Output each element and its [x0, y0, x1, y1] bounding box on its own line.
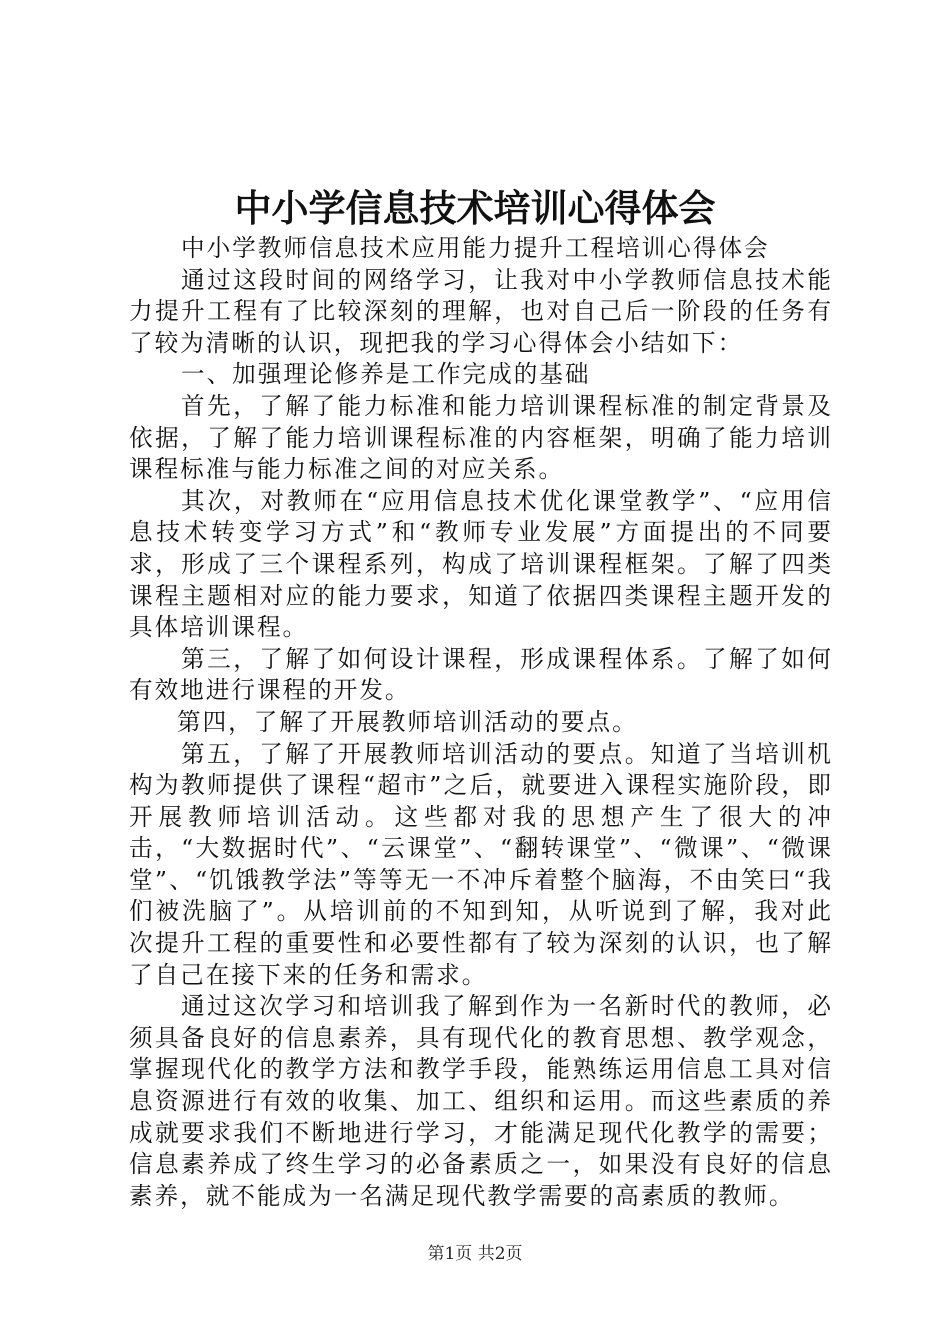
paragraph-first: 首先，了解了能力标准和能力培训课程标准的制定背景及依据，了解了能力培训课程标准的内容框架，明确了能力培训课程标准与能力标准之间的对应关系。 — [129, 391, 833, 484]
paragraph-intro: 通过这段时间的网络学习，让我对中小学教师信息技术能力提升工程有了比较深刻的理解，也对自己后一阶段的任务有了较为清晰的认识，现把我的学习心得体会小结如下： — [129, 265, 833, 357]
document-body — [129, 233, 833, 1212]
paragraph-fifth: 第五，了解了开展教师培训活动的要点。知道了当培训机构为教师提供了课程“超市”之后，就要进入课程实施阶段，即开展教师培训活动。这些都对我的思想产生了很大的冲击，“大数据时代”、“云课堂”、“翻转课堂”、“微课”、“微课堂”、“饥饿教学法”等等无一不冲斥着整个脑海，不由笑曰“我们被洗脑了”。从培训前的不知到知，从听说到了解，我对此次提升工程的重要性和必要性都有了较为深刻的认识，也了解了自己在接下来的任务和需求。 — [129, 739, 833, 989]
paragraph-third: 第三，了解了如何设计课程，形成课程体系。了解了如何有效地进行课程的开发。 — [129, 644, 833, 705]
page-number-footer: 第1页 共2页 — [427, 1244, 523, 1264]
paragraph-conclusion: 通过这次学习和培训我了解到作为一名新时代的教师，必须具备良好的信息素养，具有现代化的教育思想、教学观念，掌握现代化的教学方法和教学手段，能熟练运用信息工具对信息资源进行有效的收集、加工、组织和运用。而这些素质的养成就要求我们不断地进行学习，才能满足现代化教学的需要；信息素养成了终生学习的必备素质之一，如果没有良好的信息素养，就不能成为一名满足现代教学需要的高素质的教师。 — [129, 992, 833, 1210]
paragraph-section-heading: 一、加强理论修养是工作完成的基础 — [181, 360, 591, 389]
paragraph-fourth: 第四，了解了开展教师培训活动的要点。 — [177, 707, 638, 736]
document-title: 中小学信息技术培训心得体会 — [234, 186, 716, 230]
paragraph-subtitle: 中小学教师信息技术应用能力提升工程培训心得体会 — [181, 234, 770, 262]
paragraph-second: 其次，对教师在“应用信息技术优化课堂教学”、“应用信息技术转变学习方式”和“教师专业发展”方面提出的不同要求，形成了三个课程系列，构成了培训课程框架。了解了四类课程主题相对应的能力要求，知道了依据四类课程主题开发的具体培训课程。 — [129, 486, 833, 642]
